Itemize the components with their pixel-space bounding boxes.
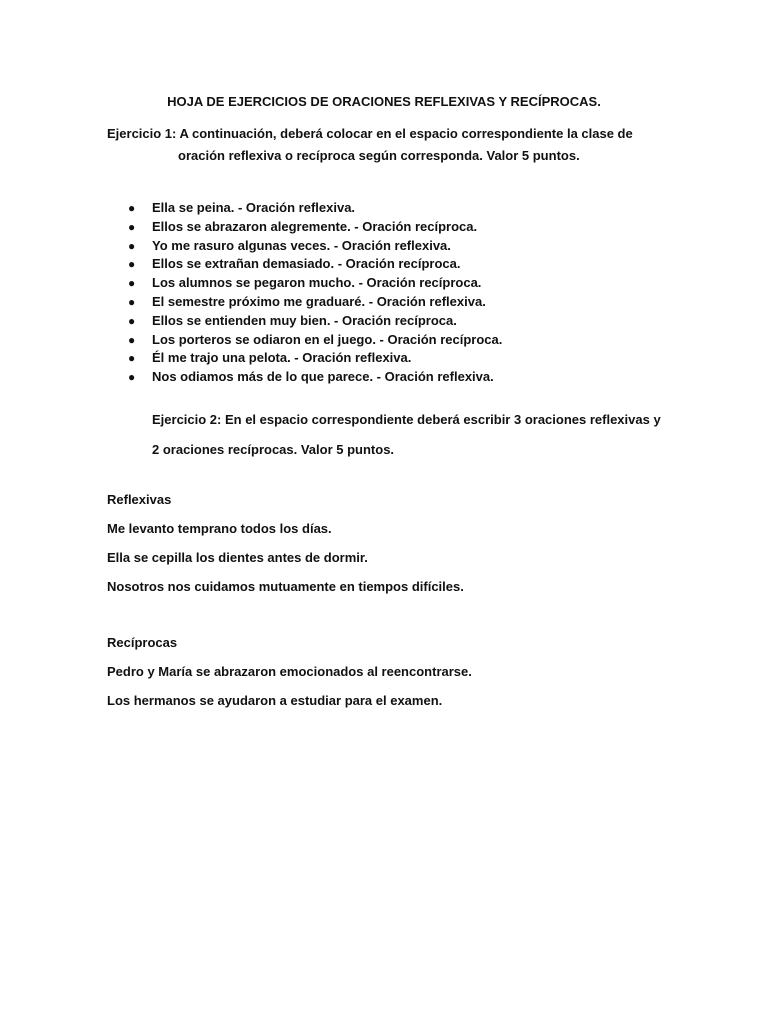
bullet-icon: ● [128, 257, 136, 272]
list-item [128, 293, 502, 312]
reciproca-sentence-1: Pedro y María se abrazaron emocionados al reencontrarse. [107, 664, 472, 679]
bullet-icon: ● [128, 313, 136, 328]
bullet-icon: ● [128, 370, 136, 385]
reciproca-sentence-2: Los hermanos se ayudaron a estudiar para el examen. [107, 693, 443, 708]
answer-text: Yo me rasuro algunas veces. - Oración reflexiva. [152, 237, 451, 253]
list-item [128, 368, 502, 387]
answer-text: Los porteros se odiaron en el juego. - Oración recíproca. [152, 331, 503, 347]
exercise-2-line-2: 2 oraciones recíprocas. Valor 5 puntos. [152, 442, 395, 457]
exercise-1-answer-list [128, 199, 502, 387]
list-item [128, 349, 502, 368]
exercise-2-line-1: Ejercicio 2: En el espacio correspondiente deberá escribir 3 oraciones reflexivas y [152, 412, 661, 427]
exercise-1-line-1: Ejercicio 1: A continuación, deberá colocar en el espacio correspondiente la clase de [107, 126, 633, 141]
list-item [128, 331, 502, 350]
reflexivas-heading: Reflexivas [107, 492, 172, 507]
bullet-icon: ● [128, 201, 136, 215]
list-item [128, 199, 502, 218]
exercise-1-instructions [107, 123, 667, 167]
bullet-icon: ● [128, 294, 136, 309]
answer-text: Ellos se entienden muy bien. - Oración recíproca. [152, 312, 457, 328]
reflexiva-sentence-3: Nosotros nos cuidamos mutuamente en tiempos difíciles. [107, 579, 464, 594]
reflexiva-sentence-1: Me levanto temprano todos los días. [107, 521, 332, 536]
list-item [128, 274, 502, 293]
list-item [128, 237, 502, 256]
answer-text: Ella se peina. - Oración reflexiva. [152, 200, 356, 215]
list-item [128, 312, 502, 331]
bullet-icon: ● [128, 332, 136, 347]
bullet-icon: ● [128, 351, 136, 366]
list-item [128, 218, 502, 237]
document-title: HOJA DE EJERCICIOS DE ORACIONES REFLEXIVAS Y RECÍPROCAS. [167, 94, 601, 109]
exercise-2-instructions [152, 405, 692, 465]
bullet-icon: ● [128, 219, 136, 234]
bullet-icon: ● [128, 276, 136, 291]
reciprocas-heading: Recíprocas [107, 635, 178, 650]
answer-text: El semestre próximo me graduaré. - Oración reflexiva. [152, 293, 486, 309]
answer-text: Los alumnos se pegaron mucho. - Oración recíproca. [152, 275, 482, 291]
reflexiva-sentence-2: Ella se cepilla los dientes antes de dormir. [107, 550, 368, 565]
list-item [128, 255, 502, 274]
answer-text: Ellos se abrazaron alegremente. - Oración recíproca. [152, 218, 478, 234]
answer-text: Nos odiamos más de lo que parece. - Oración reflexiva. [152, 369, 494, 385]
bullet-icon: ● [128, 238, 136, 253]
answer-text: Ellos se extrañan demasiado. - Oración recíproca. [152, 256, 461, 272]
answer-text: Él me trajo una pelota. - Oración reflexiva. [152, 350, 412, 366]
exercise-1-line-2: oración reflexiva o recíproca según corresponda. Valor 5 puntos. [178, 148, 580, 163]
